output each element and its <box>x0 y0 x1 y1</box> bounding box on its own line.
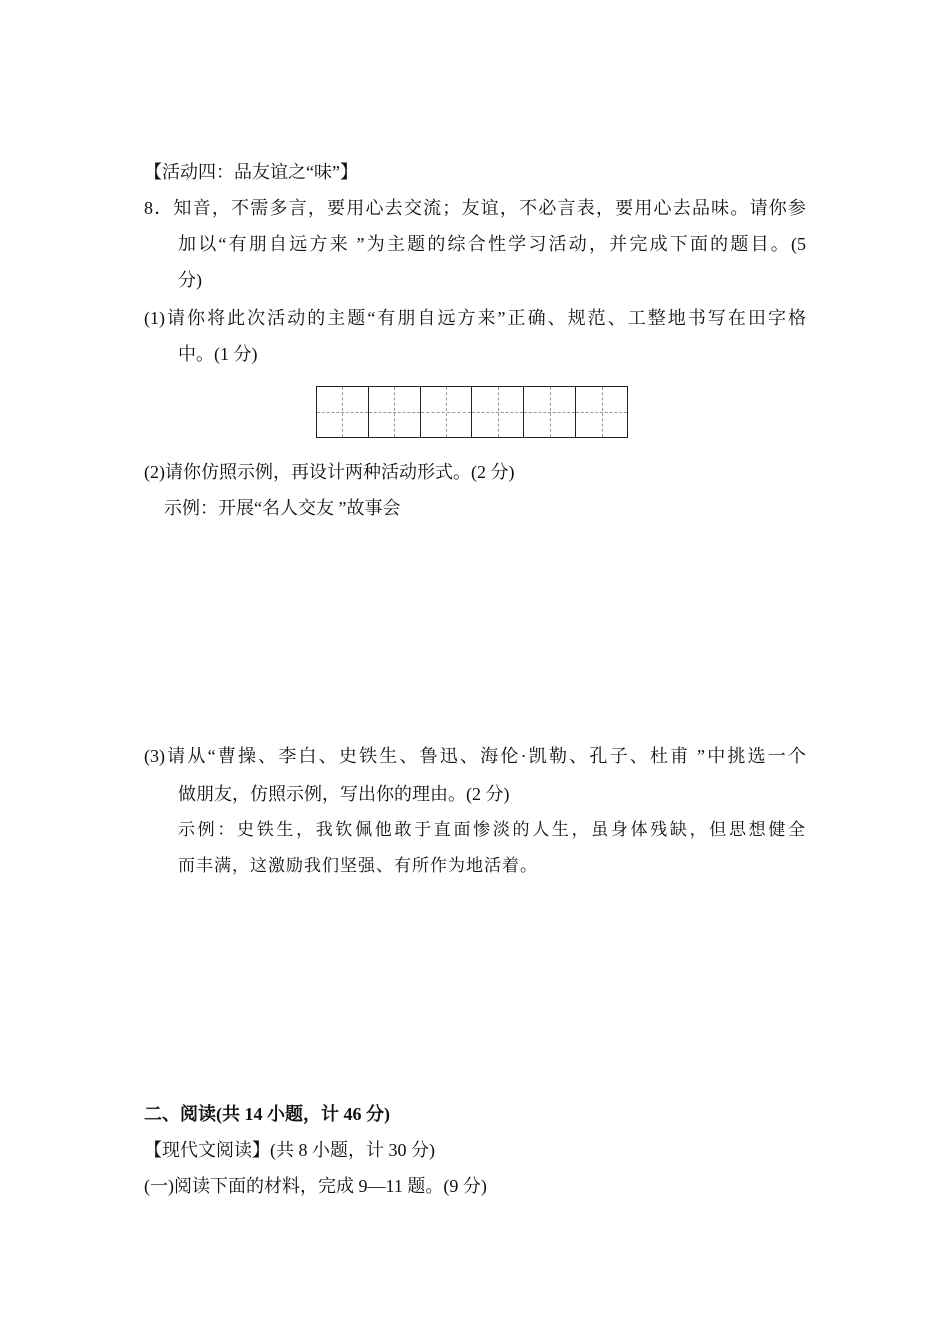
question-8-line-2: 加以“有朋自远方来 ”为主题的综合性学习活动，并完成下面的题目。(5 <box>178 234 806 254</box>
activity-heading: 【活动四：品友谊之“味”】 <box>144 162 358 182</box>
question-8-1-line-1: (1)请你将此次活动的主题“有朋自远方来”正确、规范、工整地书写在田字格 <box>144 308 806 328</box>
question-8-line-1: 8．知音，不需多言，要用心去交流；友谊，不必言表，要用心去品味。请你参 <box>144 198 806 218</box>
question-8-1-line-2: 中。(1 分) <box>178 344 258 364</box>
tianzige-writing-grid[interactable] <box>316 386 628 438</box>
section-2-part-1: (一)阅读下面的材料，完成 9—11 题。(9 分) <box>144 1176 487 1196</box>
question-8-2-line-1: (2)请你仿照示例，再设计两种活动形式。(2 分) <box>144 462 515 482</box>
question-8-3-example-line-1: 示例：史铁生，我钦佩他敢于直面惨淡的人生，虽身体残缺，但思想健全 <box>178 820 806 840</box>
question-8-line-3: 分) <box>178 270 202 290</box>
question-8-3-example-line-2: 而丰满，这激励我们坚强、有所作为地活着。 <box>178 856 538 876</box>
grid-cell[interactable] <box>369 387 421 437</box>
question-8-3-line-1: (3)请从“曹操、李白、史铁生、鲁迅、海伦·凯勒、孔子、杜甫 ”中挑选一个 <box>144 746 806 766</box>
grid-cell[interactable] <box>317 387 369 437</box>
section-2-subheading: 【现代文阅读】(共 8 小题，计 30 分) <box>144 1140 435 1160</box>
grid-cell[interactable] <box>421 387 473 437</box>
grid-cell[interactable] <box>472 387 524 437</box>
section-2-heading: 二、阅读(共 14 小题，计 46 分) <box>144 1104 390 1124</box>
grid-cell[interactable] <box>524 387 576 437</box>
question-8-3-line-2: 做朋友，仿照示例，写出你的理由。(2 分) <box>178 784 510 804</box>
grid-cell[interactable] <box>576 387 627 437</box>
question-8-2-example: 示例：开展“名人交友 ”故事会 <box>164 498 401 518</box>
